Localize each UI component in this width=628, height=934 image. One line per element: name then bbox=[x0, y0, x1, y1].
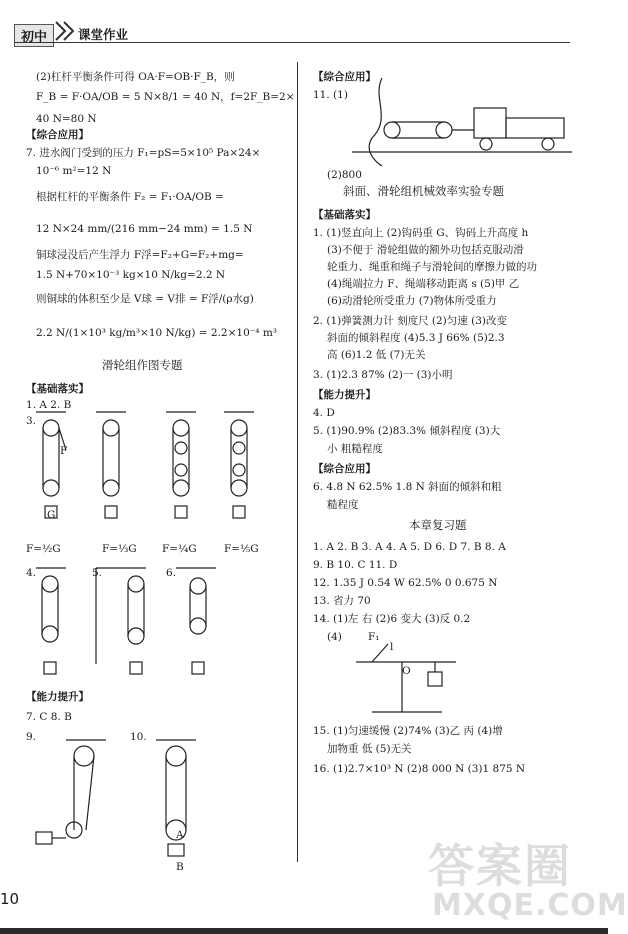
right-line-1: 11. (1) bbox=[313, 89, 348, 101]
label-b: B bbox=[176, 861, 184, 873]
right-line-29: 加物重 低 (5)无关 bbox=[327, 743, 412, 755]
right-line-27: (4) bbox=[327, 631, 342, 643]
left-line-22: 6. bbox=[166, 567, 177, 579]
watermark-text-url: MXQE.COM bbox=[432, 888, 628, 923]
left-line-8: 铜球浸没后产生浮力 F浮=F₂+G=F₂+mg= bbox=[36, 249, 244, 261]
left-line-16: F=½G bbox=[26, 543, 61, 555]
right-line-30: 16. (1)2.7×10³ N (2)8 000 N (3)1 875 N bbox=[313, 763, 526, 775]
right-line-17: 小 粗糙程度 bbox=[327, 443, 383, 455]
right-line-4: 【基础落实】 bbox=[313, 209, 376, 221]
right-line-11: 斜面的倾斜程度 (4)5.3 J 66% (5)2.3 bbox=[327, 332, 505, 344]
right-line-26: 14. (1)左 右 (2)6 变大 (3)反 0.2 bbox=[313, 613, 471, 625]
pulley-figures-456 bbox=[36, 564, 266, 686]
right-line-0: 【综合应用】 bbox=[313, 71, 376, 83]
left-line-26: 10. bbox=[130, 731, 147, 743]
header-rule bbox=[14, 42, 570, 43]
right-line-18: 【综合应用】 bbox=[313, 463, 376, 475]
left-line-14: 1. A 2. B bbox=[26, 399, 72, 411]
grade-tag: 初中 bbox=[14, 24, 54, 47]
left-line-12: 滑轮组作图专题 bbox=[102, 358, 183, 372]
right-line-12: 高 (6)1.2 低 (7)无关 bbox=[327, 349, 426, 361]
left-line-18: F=¼G bbox=[162, 543, 197, 555]
left-line-21: 5. bbox=[92, 567, 103, 579]
right-line-14: 【能力提升】 bbox=[313, 389, 376, 401]
right-line-3: 斜面、滑轮组机械效率实验专题 bbox=[343, 184, 504, 198]
left-line-20: 4. bbox=[26, 567, 37, 579]
label-f: F bbox=[60, 445, 68, 457]
right-line-13: 3. (1)2.3 87% (2)一 (3)小明 bbox=[313, 369, 453, 381]
right-line-24: 12. 1.35 J 0.54 W 62.5% 0 0.675 N bbox=[313, 577, 498, 589]
label-l: l bbox=[390, 641, 394, 653]
right-line-22: 1. A 2. B 3. A 4. A 5. D 6. D 7. B 8. A bbox=[313, 541, 506, 553]
watermark-logo bbox=[418, 830, 628, 926]
right-line-5: 1. (1)竖直向上 (2)钩码重 G、钩码上升高度 h bbox=[313, 227, 529, 239]
right-line-6: (3)不便于 滑轮组做的额外功包括克服动滑 bbox=[327, 244, 524, 256]
pulley-figures-3 bbox=[36, 408, 276, 534]
left-line-13: 【基础落实】 bbox=[26, 383, 89, 395]
header-title: 课堂作业 bbox=[78, 27, 129, 42]
watermark-text-cn: 答案圈 bbox=[428, 839, 572, 893]
column-divider bbox=[297, 62, 298, 862]
right-line-8: (4)绳端拉力 F、绳端移动距离 s (5)甲 乙 bbox=[327, 278, 520, 290]
label-a: A bbox=[176, 829, 184, 841]
left-line-6: 根据杠杆的平衡条件 F₂ = F₁·OA/OB = bbox=[36, 191, 224, 203]
right-line-9: (6)动滑轮所受重力 (7)物体所受重力 bbox=[327, 295, 497, 307]
page-number: 10 bbox=[0, 890, 20, 908]
label-g: G bbox=[47, 509, 56, 521]
chevron-icon bbox=[52, 20, 78, 42]
left-line-5: 10⁻⁶ m²=12 N bbox=[36, 165, 112, 177]
pulley-figures-9-10 bbox=[36, 740, 266, 860]
left-line-10: 则铜球的体积至少是 V球 = V排 = F浮/(ρ水g) bbox=[36, 293, 254, 305]
left-line-7: 12 N×24 mm/(216 mm−24 mm) = 1.5 N bbox=[36, 223, 253, 235]
left-line-24: 7. C 8. B bbox=[26, 711, 72, 723]
left-line-25: 9. bbox=[26, 731, 37, 743]
right-line-23: 9. B 10. C 11. D bbox=[313, 559, 398, 571]
left-line-15: 3. bbox=[26, 415, 37, 427]
right-line-15: 4. D bbox=[313, 407, 335, 419]
label-f1: F₁ bbox=[368, 631, 380, 643]
tow-truck-figure bbox=[352, 78, 572, 166]
left-line-4: 7. 进水阀门受到的压力 F₁=pS=5×10⁵ Pa×24× bbox=[26, 147, 261, 159]
lever-figure bbox=[352, 632, 462, 724]
label-o: O bbox=[402, 665, 411, 677]
right-line-2: (2)800 bbox=[327, 169, 362, 181]
right-line-21: 本章复习题 bbox=[409, 518, 467, 532]
right-line-28: 15. (1)匀速缓慢 (2)74% (3)乙 丙 (4)增 bbox=[313, 725, 503, 737]
left-line-9: 1.5 N+70×10⁻³ kg×10 N/kg=2.2 N bbox=[36, 269, 226, 281]
footer-bar bbox=[0, 928, 608, 934]
right-line-7: 轮重力、绳重和绳子与滑轮间的摩擦力做的功 bbox=[327, 261, 537, 273]
page-header bbox=[0, 0, 608, 44]
left-line-17: F=⅓G bbox=[102, 543, 137, 555]
right-line-20: 糙程度 bbox=[327, 499, 359, 511]
left-line-19: F=⅕G bbox=[224, 543, 259, 555]
right-line-10: 2. (1)弹簧测力计 刻度尺 (2)匀速 (3)改变 bbox=[313, 315, 507, 327]
left-line-23: 【能力提升】 bbox=[26, 691, 89, 703]
right-line-16: 5. (1)90.9% (2)83.3% 倾斜程度 (3)大 bbox=[313, 425, 501, 437]
left-line-2: 40 N=80 N bbox=[36, 113, 97, 125]
right-line-25: 13. 省力 70 bbox=[313, 595, 371, 607]
left-line-3: 【综合应用】 bbox=[26, 129, 89, 141]
left-line-11: 2.2 N/(1×10³ kg/m³×10 N/kg) = 2.2×10⁻⁴ m³ bbox=[36, 327, 278, 339]
right-line-19: 6. 4.8 N 62.5% 1.8 N 斜面的倾斜和粗 bbox=[313, 481, 502, 493]
left-line-1: F_B = F·OA/OB = 5 N×8/1 = 40 N，f=2F_B=2× bbox=[36, 91, 295, 103]
left-line-0: (2)杠杆平衡条件可得 OA·F=OB·F_B，则 bbox=[36, 71, 235, 83]
